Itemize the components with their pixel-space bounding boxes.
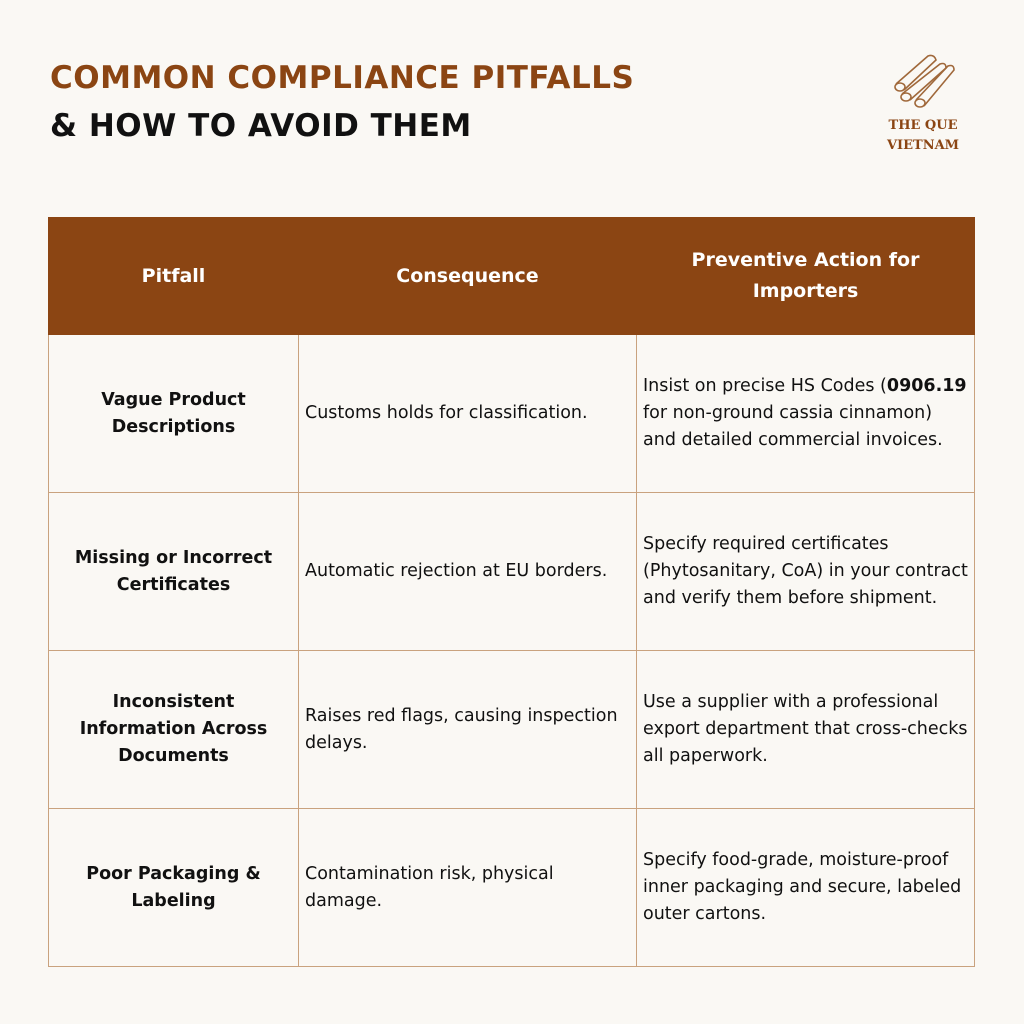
action-cell — [637, 335, 975, 493]
pitfall-cell: Vague Product Descriptions — [49, 335, 299, 493]
page-title — [50, 54, 634, 150]
pitfall-cell: Inconsistent Information Across Documents — [49, 651, 299, 809]
action-cell: Specify required certificates (Phytosanitary, CoA) in your contract and verify them before shipment. — [637, 493, 975, 651]
logo-line-1: THE QUE — [888, 118, 958, 133]
action-text: for non-ground cassia cinnamon) and detailed commercial invoices. — [643, 403, 943, 450]
consequence-cell: Customs holds for classification. — [299, 335, 637, 493]
title-line-2: & HOW TO AVOID THEM — [50, 108, 472, 144]
consequence-cell: Raises red flags, causing inspection delays. — [299, 651, 637, 809]
table-header-row — [49, 218, 975, 335]
consequence-cell: Automatic rejection at EU borders. — [299, 493, 637, 651]
logo-line-2: VIETNAM — [886, 138, 960, 153]
header-pitfall: Pitfall — [49, 218, 299, 335]
header-preventive-action: Preventive Action for Importers — [637, 218, 975, 335]
action-cell: Specify food-grade, moisture-proof inner packaging and secure, labeled outer cartons. — [637, 809, 975, 967]
cinnamon-sticks-icon — [890, 50, 956, 110]
table-row — [49, 493, 975, 651]
logo — [878, 50, 968, 156]
table-row — [49, 335, 975, 493]
pitfall-cell: Poor Packaging & Labeling — [49, 809, 299, 967]
hs-code: 0906.19 — [886, 376, 967, 396]
consequence-cell: Contamination risk, physical damage. — [299, 809, 637, 967]
title-line-1: COMMON COMPLIANCE PITFALLS — [50, 60, 635, 96]
header-consequence: Consequence — [299, 218, 637, 335]
table-row — [49, 809, 975, 967]
pitfalls-table — [48, 217, 975, 967]
action-text: Insist on precise HS Codes ( — [643, 376, 887, 396]
pitfall-cell: Missing or Incorrect Certificates — [49, 493, 299, 651]
action-cell: Use a supplier with a professional export department that cross-checks all paperwork. — [637, 651, 975, 809]
table-row — [49, 651, 975, 809]
